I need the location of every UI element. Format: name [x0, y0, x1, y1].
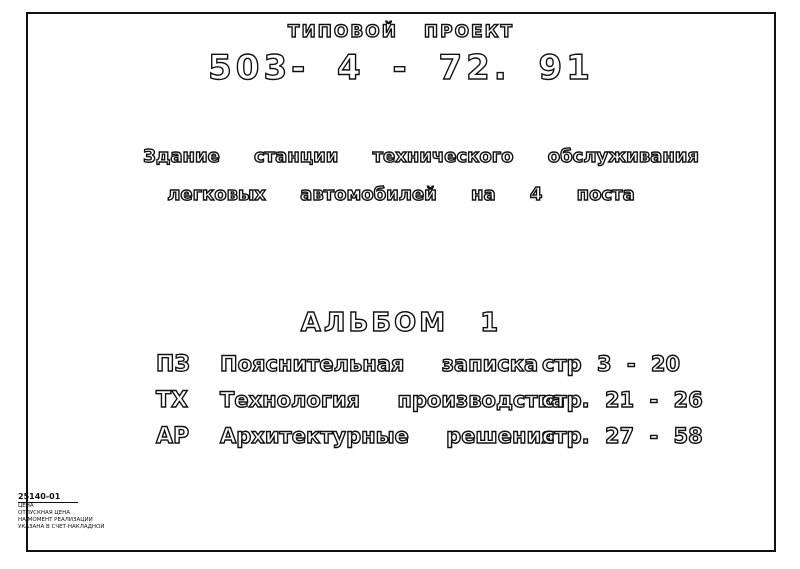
stamp-line: ОТПУСКНАЯ ЦЕНА	[18, 510, 71, 516]
contents-row	[28, 352, 774, 382]
section-pages: стр. 27 - 58	[542, 424, 703, 448]
drawing-sheet	[26, 12, 776, 552]
section-name: Пояснительная записка	[220, 352, 539, 376]
stamp-line: НА МОМЕНТ РЕАЛИЗАЦИИ	[18, 517, 93, 523]
project-type: ТИПОВОЙ ПРОЕКТ	[287, 22, 515, 42]
contents-row	[28, 388, 774, 418]
stamp-line: ЦЕНА	[18, 503, 34, 509]
contents-row	[28, 424, 774, 454]
stamp-line: УКАЗАНА В СЧЕТ-НАКЛАДНОЙ	[18, 524, 105, 530]
section-pages: стр. 21 - 26	[542, 388, 703, 412]
section-code: ПЗ	[156, 352, 191, 377]
stamp-code: 25140-01	[18, 492, 78, 503]
album-title: АЛЬБОМ 1	[300, 308, 502, 338]
section-pages: стр 3 - 20	[542, 352, 681, 376]
building-title-line1: Здание станции технического обслуживания	[143, 146, 699, 167]
section-code: ТХ	[156, 388, 188, 413]
section-name: Технология производства	[220, 388, 565, 412]
price-stamp	[18, 492, 108, 531]
section-name: Архитектурные решения	[220, 424, 555, 448]
project-number: 503- 4 - 72. 91	[208, 48, 594, 88]
building-title-line2: легковых автомобилей на 4 поста	[167, 184, 635, 205]
section-code: АР	[156, 424, 190, 449]
